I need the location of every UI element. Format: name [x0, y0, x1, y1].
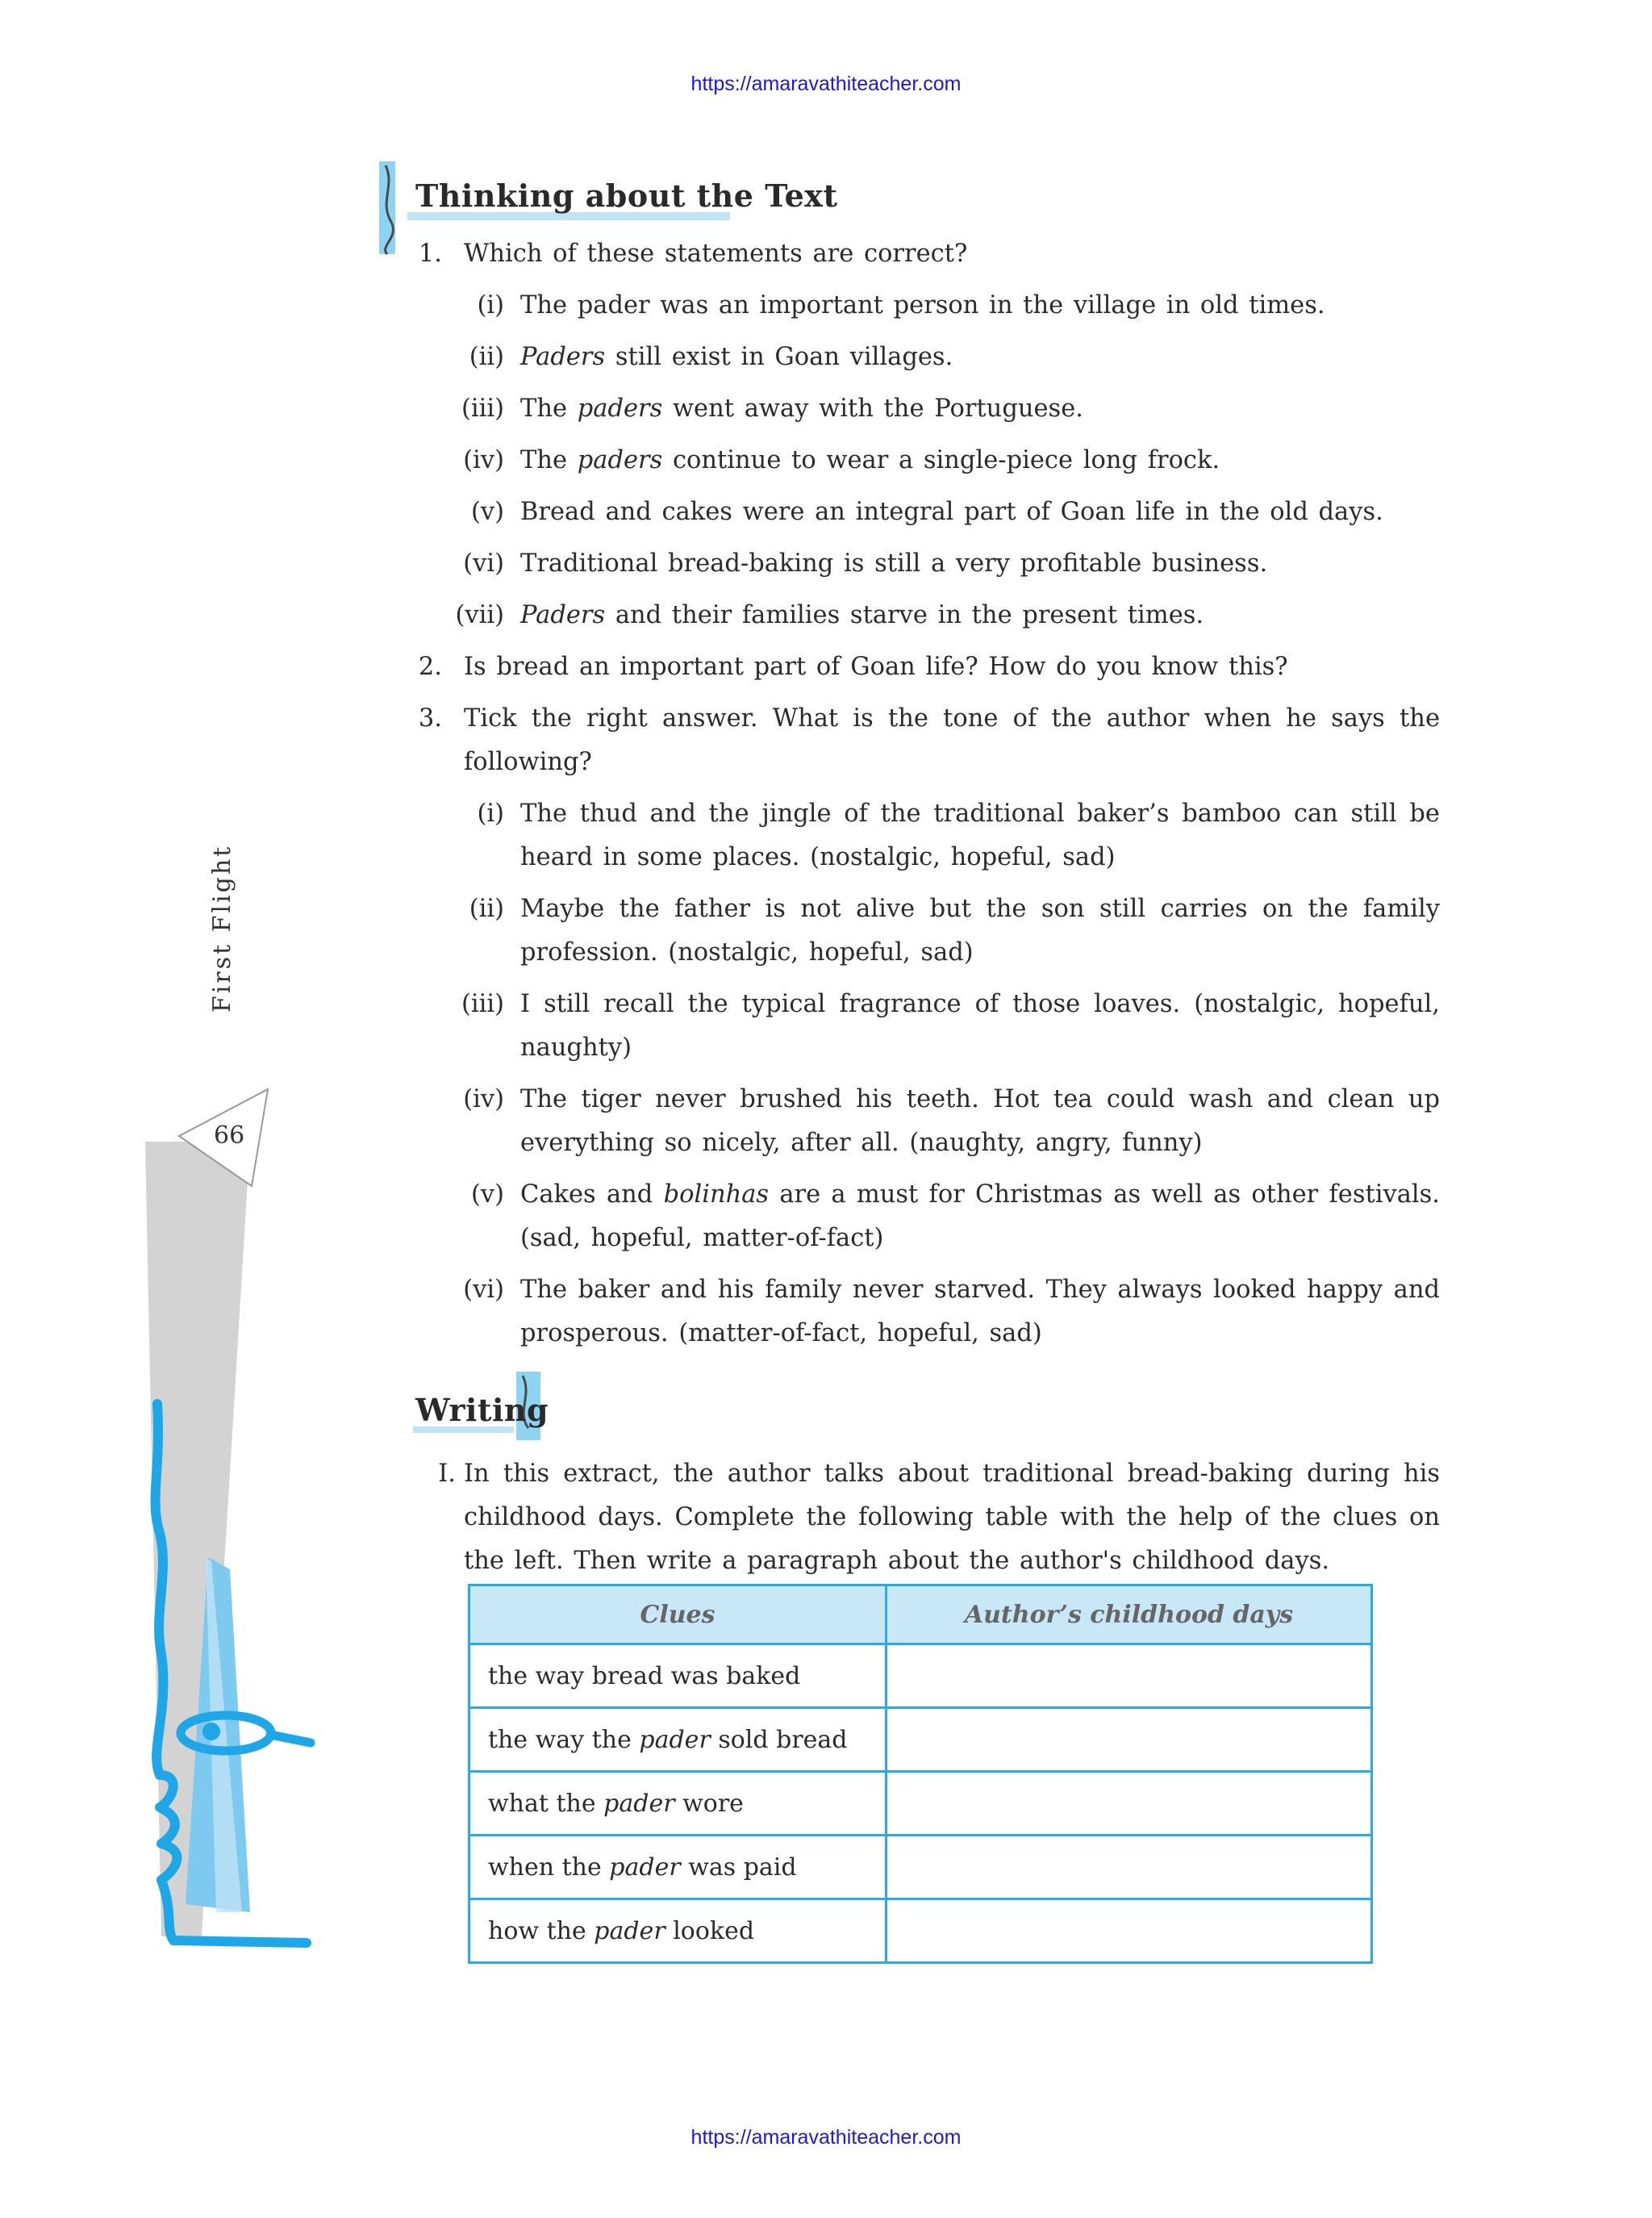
- table-row: [469, 1644, 1372, 1708]
- item-number: (i): [477, 291, 504, 320]
- item-number: (iii): [461, 395, 504, 423]
- q2-text: Is bread an important part of Goan life? How do you know this?: [464, 653, 1288, 681]
- item-text: Traditional bread-baking is still a very profitable business.: [520, 549, 1268, 578]
- writing-number: I.: [438, 1460, 456, 1488]
- thinking-heading: Thinking about the Text: [415, 178, 838, 214]
- item-text: Paders and their families starve in the present times.: [520, 601, 1204, 629]
- table-header-row: [469, 1585, 1372, 1644]
- q1-number: 1.: [418, 240, 442, 268]
- item-number: (iv): [463, 446, 504, 474]
- item-text: Paders still exist in Goan villages.: [520, 343, 953, 371]
- item-text: The baker and his family never starved. They always looked happy and prosperous. (matter-of-fact, hopeful, sad): [520, 1276, 1440, 1347]
- clue-cell: what the pader wore: [469, 1772, 886, 1836]
- answer-cell[interactable]: [886, 1644, 1372, 1708]
- book-title: First Flight: [208, 844, 236, 1013]
- q1-text: Which of these statements are correct?: [464, 240, 968, 268]
- q3-text: Tick the right answer. What is the tone of the author when he says the following?: [464, 704, 1440, 776]
- item-number: (vi): [463, 549, 504, 578]
- item-text: I still recall the typical fragrance of those loaves. (nostalgic, hopeful, naughty): [520, 990, 1440, 1062]
- item-text: Bread and cakes were an integral part of Goan life in the old days.: [520, 498, 1383, 526]
- item-number: (vii): [455, 601, 504, 629]
- writing-heading: Writing: [415, 1392, 549, 1428]
- item-text: Cakes and bolinhas are a must for Christmas as well as other festivals. (sad, hopeful, matter-of-fact): [520, 1180, 1440, 1252]
- clues-header: Clues: [469, 1585, 886, 1644]
- item-text: The tiger never brushed his teeth. Hot tea could wash and clean up everything so nicely, after all. (naughty, angry, funny): [520, 1085, 1440, 1157]
- q3-number: 3.: [418, 704, 442, 733]
- answer-cell[interactable]: [886, 1899, 1372, 1963]
- item-text: The paders continue to wear a single-piece long frock.: [520, 446, 1220, 474]
- q2-number: 2.: [418, 653, 442, 681]
- item-text: The paders went away with the Portuguese.: [520, 395, 1083, 423]
- writing-text: In this extract, the author talks about traditional bread-baking during his childhood days. Complete the following table with the help of the clues on the left. Then write a paragraph about the author's childhood days.: [464, 1460, 1440, 1575]
- table-row: [469, 1772, 1372, 1836]
- clue-cell: when the pader was paid: [469, 1836, 886, 1899]
- page-number: 66: [214, 1122, 245, 1150]
- item-number: (v): [470, 498, 504, 526]
- item-text: Maybe the father is not alive but the son still carries on the family profession. (nostalgic, hopeful, sad): [520, 895, 1440, 967]
- item-number: (iii): [461, 990, 504, 1018]
- item-number: (ii): [469, 895, 504, 923]
- clues-table: [468, 1584, 1373, 1964]
- answer-cell[interactable]: [886, 1772, 1372, 1836]
- item-number: (v): [470, 1180, 504, 1209]
- table-row: [469, 1836, 1372, 1899]
- table-row: [469, 1708, 1372, 1772]
- item-text: The pader was an important person in the village in old times.: [520, 291, 1325, 320]
- clue-cell: the way the pader sold bread: [469, 1708, 886, 1772]
- item-number: (iv): [463, 1085, 504, 1113]
- clue-cell: the way bread was baked: [469, 1644, 886, 1708]
- item-number: (i): [477, 800, 504, 828]
- clue-cell: how the pader looked: [469, 1899, 886, 1963]
- website-url-top[interactable]: https://amaravathiteacher.com: [690, 73, 962, 95]
- website-url-bottom[interactable]: https://amaravathiteacher.com: [690, 2126, 962, 2149]
- childhood-header: Author’s childhood days: [886, 1585, 1372, 1644]
- answer-cell[interactable]: [886, 1708, 1372, 1772]
- table-row: [469, 1899, 1372, 1963]
- item-number: (vi): [463, 1276, 504, 1304]
- answer-cell[interactable]: [886, 1836, 1372, 1899]
- item-text: The thud and the jingle of the traditional baker’s bamboo can still be heard in some places. (nostalgic, hopeful, sad): [520, 800, 1440, 871]
- item-number: (ii): [469, 343, 504, 371]
